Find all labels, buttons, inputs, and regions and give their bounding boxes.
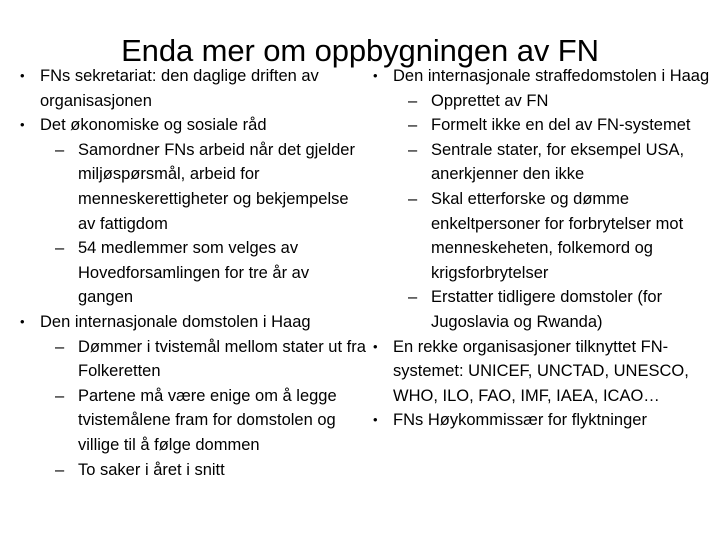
bullet-item-level2 <box>408 89 720 114</box>
dash-marker-icon: – <box>55 140 65 159</box>
bullet-marker-icon: • <box>373 412 378 428</box>
bullet-text: Formelt ikke en del av FN-systemet <box>431 116 691 135</box>
bullet-item-level2 <box>55 458 366 483</box>
bullet-text: Den internasjonale domstolen i Haag <box>40 312 311 331</box>
bullet-item-level2 <box>55 335 366 384</box>
bullet-list-left <box>14 64 366 482</box>
bullet-item-level1 <box>14 64 366 113</box>
bullet-sublist <box>393 89 720 335</box>
bullet-text: FNs sekretariat: den daglige driften av organisasjonen <box>40 67 319 110</box>
bullet-text: Partene må være enige om å legge tvistemålene fram for domstolen og villige til å følge dommen <box>78 386 337 454</box>
bullet-item-level2 <box>408 113 720 138</box>
bullet-text: Erstatter tidligere domstoler (for Jugoslavia og Rwanda) <box>431 288 663 331</box>
bullet-item-level2 <box>408 285 720 334</box>
bullet-item-level1 <box>14 310 366 482</box>
bullet-text: FNs Høykommissær for flyktninger <box>393 411 647 430</box>
dash-marker-icon: – <box>408 189 418 208</box>
bullet-text: Det økonomiske og sosiale råd <box>40 116 267 135</box>
bullet-text: Samordner FNs arbeid når det gjelder miljøspørsmål, arbeid for menneskerettigheter og bekjempelse av fattigdom <box>78 140 355 233</box>
bullet-item-level1 <box>14 113 366 310</box>
content-column-right <box>367 64 720 433</box>
bullet-text: En rekke organisasjoner tilknyttet FN-systemet: UNICEF, UNCTAD, UNESCO, WHO, ILO, FAO, IMF, IAEA, ICAO… <box>393 337 689 405</box>
dash-marker-icon: – <box>408 140 418 159</box>
bullet-text: Skal etterforske og dømme enkeltpersoner for forbrytelser mot menneskeheten, folkemord og krigsforbrytelser <box>431 189 684 282</box>
bullet-marker-icon: • <box>20 117 25 133</box>
bullet-item-level1 <box>367 408 720 433</box>
bullet-text: Den internasjonale straffedomstolen i Haag <box>393 67 710 85</box>
bullet-item-level1 <box>367 335 720 409</box>
dash-marker-icon: – <box>408 116 418 135</box>
bullet-text: 54 medlemmer som velges av Hovedforsamlingen for tre år av gangen <box>78 239 310 307</box>
dash-marker-icon: – <box>408 91 418 110</box>
bullet-text: Opprettet av FN <box>431 91 549 110</box>
bullet-marker-icon: • <box>20 313 25 329</box>
bullet-item-level2 <box>408 187 720 285</box>
bullet-item-level2 <box>55 138 366 236</box>
dash-marker-icon: – <box>55 239 65 258</box>
bullet-list-right <box>367 64 720 433</box>
bullet-item-level2 <box>55 236 366 310</box>
bullet-item-level2 <box>55 384 366 458</box>
content-column-left <box>14 64 366 482</box>
slide-title: Enda mer om oppbygningen av FN <box>121 32 599 68</box>
bullet-marker-icon: • <box>20 68 25 83</box>
dash-marker-icon: – <box>55 337 65 356</box>
dash-marker-icon: – <box>55 460 65 479</box>
dash-marker-icon: – <box>55 386 65 405</box>
bullet-item-level2 <box>408 138 720 187</box>
dash-marker-icon: – <box>408 288 418 307</box>
bullet-marker-icon: • <box>373 338 378 354</box>
bullet-text: To saker i året i snitt <box>78 460 225 479</box>
bullet-text: Dømmer i tvistemål mellom stater ut fra Folkeretten <box>78 337 366 381</box>
slide-body <box>0 64 720 538</box>
bullet-text: Sentrale stater, for eksempel USA, anerkjenner den ikke <box>431 140 685 184</box>
bullet-item-level1 <box>367 64 720 335</box>
bullet-sublist <box>40 138 366 310</box>
bullet-sublist <box>40 335 366 483</box>
bullet-marker-icon: • <box>373 68 378 83</box>
